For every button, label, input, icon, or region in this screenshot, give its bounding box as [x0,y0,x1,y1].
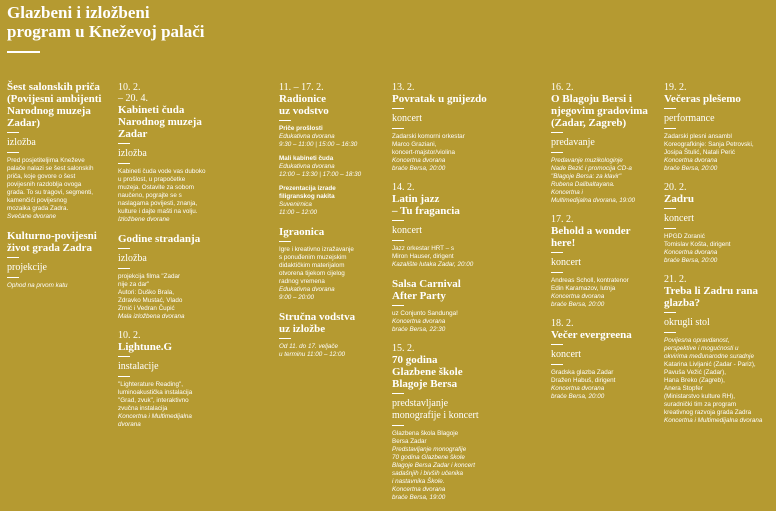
event-description: Od 11. do 17. veljače u terminu 11:00 – 12:00 [279,343,346,358]
event-venue: Koncertna dvorana [392,486,446,493]
event-description: Andreas Scholl, kontratenor Edin Karamazov, lutnja Koncertna dvorana braće Bersa, 20:00 [551,277,657,309]
event-radionice [279,82,383,217]
event-description: Kabineti čuda vode vas duboko u prošlost, u prapočetke muzeja. Ostavite za sobom naučeno, pograjte se s naslagama povijesti, znanja, kulture i dajte mašti na volju. Izložbene dvorane [118,168,224,224]
event-type: koncert [551,257,581,268]
column-4 [392,82,500,511]
event-venue: Svečane dvorane [7,213,57,220]
column-6 [664,82,774,434]
event-kabineti-cuda [118,82,224,224]
divider [551,344,563,345]
event-venue: Koncertna dvorana [664,157,718,164]
divider [664,108,676,109]
event-type: predavanje [551,137,595,148]
event-venue: Koncertna i [551,189,583,196]
event-type: koncert [392,225,422,236]
event-kulturno-povijesni [7,230,113,290]
event-title: Šest salonskih priča (Povijesni ambijenti Narodnog muzeja Zadar) [7,81,102,129]
event-venue: Edukativna dvorana [279,286,335,293]
event-venue: Koncertna dvorana [392,318,446,325]
divider [664,128,676,129]
event-description: uz Conjunto Sandunga! Koncertna dvorana braće Bersa, 22:30 [392,310,500,334]
event-description: Pred posjetiteljima Kneževe palače nalazi se šest salonskih priča, koje govore o šest povijesnih razdoblja ovoga grada. To su tragovi, segmenti, kamenčići povijesnog mozaika grada Zadra. Svečane dvorane [7,157,113,221]
divider [392,305,404,306]
event-type: koncert [664,213,694,224]
event-type: koncert [392,113,422,124]
event-venue: Koncertna dvorana [392,157,446,164]
event-type: instalacije [118,361,159,372]
event-type: izložba [118,148,147,159]
event-strucna-vodstva [279,311,383,359]
event-venue: Koncertna dvorana [551,293,605,300]
divider [664,332,676,333]
event-veceras-plesemo [664,82,774,173]
divider [664,228,676,229]
divider [118,248,130,249]
event-description: Jazz orkestar HRT – s Miron Hauser, dirigent Kazalište lutaka Zadar, 20:00 [392,245,500,269]
event-type: predstavljanje monografije i koncert [392,398,479,421]
event-type: okrugli stol [664,317,710,328]
workshop-item: Prezentacija izrade filigranskog nakita Suvenirnica 11:00 – 12:00 [279,185,336,216]
event-venue: Koncertna i Multimedijalna dvorana [664,417,763,424]
event-igraonica [279,226,383,302]
event-venue: Koncertna dvorana [664,249,718,256]
divider [279,120,291,121]
event-description: Predavanje muzikologinje Nade Bezić i promocija CD-a "Blagoje Bersa: za klavir" Rubena Dalibaltayana. Koncertna i Multimedijalna dvorana, 19:00 [551,157,657,205]
event-date: 20. 2. [664,182,687,193]
divider [279,338,291,339]
divider [551,152,563,153]
event-title: Večeras plešemo [664,93,741,105]
event-date: 21. 2. [664,274,687,285]
event-description: Zadarski komorni orkestar Marco Graziani, koncert-majstor/violina Koncertna dvorana braće Bersa, 20:00 [392,133,500,173]
workshop-item: Mali kabineti čuda Edukativna dvorana 12:00 – 13:30 | 17:00 – 18:30 [279,155,362,178]
event-70-godina [392,343,500,502]
event-vecer-evergreena [551,318,657,401]
event-date: 19. 2. [664,82,687,93]
divider [664,208,676,209]
event-venue: Izložbene dvorane [118,216,170,223]
divider [392,108,404,109]
event-title: Povratak u gnijezdo [392,93,487,105]
event-title: Večer evergreena [551,329,632,341]
event-type: izložba [118,253,147,264]
event-treba-li-zadru [664,274,774,425]
event-description: Glazbena škola Blagoje Bersa Zadar Predstavljanje monografije 70 godina Glazbene škole Blagoje Bersa Zadar i koncert sadašnjih i bivših učenika i nastavnika Škole. Koncertna dvorana braće Bersa, 19:00 [392,430,500,502]
divider [118,143,130,144]
divider [7,277,19,278]
event-date: 10. 2. – 20. 4. [118,82,148,104]
event-venue: Kazalište lutaka Zadar, 20:00 [392,261,474,268]
event-title: 70 godina Glazbene škole Blagoje Bersa [392,354,463,390]
page-title: Glazbeni i izložbeni program u Kneževoj palači [7,3,205,41]
divider [551,272,563,273]
event-type: koncert [551,349,581,360]
event-title: Lightune.G [118,341,173,353]
event-title: Latin jazz – Tu fragancia [392,193,460,217]
event-date: 15. 2. [392,343,415,354]
divider [392,240,404,241]
column-3 [279,82,383,368]
event-date: 16. 2. [551,82,574,93]
event-title: Kulturno-povijesni život grada Zadra [7,230,97,254]
divider [392,128,404,129]
event-title: Stručna vodstva uz izložbe [279,311,356,335]
divider [664,312,676,313]
event-date: 10. 2. [118,330,141,341]
event-title: Radionice uz vodstvo [279,93,329,117]
event-title: Zadru [664,193,694,205]
event-title: Godine stradanja [118,233,201,245]
event-venue: Koncertna dvorana [551,385,605,392]
event-description: Povijesna opravdanost, perspektive i mogućnosti u okvirima međunarodne suradnje Katarina Livljanić (Zadar - Pariz), Pavuša Vežić (Zadar), Hana Breko (Zagreb), Anera Stopfer (Ministarstvo kulture RH), suradnički tim za program kreativnog razvoja grada Zadra Koncertna i Multimedijalna dvorana [664,337,774,425]
event-date: 17. 2. [551,214,574,225]
event-type: projekcije [7,262,47,273]
event-description: projekcija filma "Zadar nije za dar" Autori: Duško Brala, Zdravko Mustać, Vlado Zrnić i Vedran Čupić Mala izložbena dvorana [118,273,224,321]
event-date: 14. 2. [392,182,415,193]
divider [551,132,563,133]
event-description: "Lighterature Reading", luminoakustička instalacija "Grad, zvuk", interaktivno zvučna instalacija Koncertna i Multimedijalna dvorana [118,381,224,429]
column-2 [118,82,224,438]
event-behold-a-wonder [551,214,657,309]
event-date: 18. 2. [551,318,574,329]
event-title: Salsa Carnival After Party [392,278,461,302]
divider [392,393,404,394]
event-date: 11. – 17. 2. [279,82,324,93]
event-type: performance [664,113,715,124]
event-date: 13. 2. [392,82,415,93]
divider [118,268,130,269]
column-1 [7,81,113,299]
divider [7,257,19,258]
event-description: Zadarski plesni ansambl Koreografkinje: Sanja Petrovski, Josipa Štulić, Natali Perić Koncertna dvorana braće Bersa, 20:00 [664,133,774,173]
divider [392,425,404,426]
event-venue: Mala izložbena dvorana [118,313,185,320]
event-title: Igraonica [279,226,325,238]
title-rule [7,51,40,53]
event-title: Treba li Zadru rana glazba? [664,285,759,309]
event-povratak-u-gnijezdo [392,82,500,173]
event-godine-stradanja [118,233,224,321]
divider [7,152,19,153]
workshop-item: Priče prošlosti Edukativna dvorana 9:30 – 11:00 | 15:00 – 16:30 [279,125,358,148]
event-type: izložba [7,137,36,148]
event-latin-jazz [392,182,500,269]
event-venue: Ophod na prvom katu [7,282,68,289]
divider [118,376,130,377]
divider [118,356,130,357]
divider [392,220,404,221]
event-venue: Koncertna i Multimedijalna [118,413,192,420]
divider [551,252,563,253]
event-description: Gradska glazba Zadar Dražen Habuš, dirigent Koncertna dvorana braće Bersa, 20:00 [551,369,657,401]
event-zadru [664,182,774,265]
divider [551,364,563,365]
event-sest-salonskih-prica [7,81,113,221]
event-o-blagoju-bersi [551,82,657,205]
event-title: Kabineti čuda Narodnog muzeja Zadar [118,104,202,140]
event-title: Behold a wonder here! [551,225,631,249]
event-description: Igre i kreativno izražavanje s ponuđenim muzejskim didaktičkim materijalom otvorena tijekom cijelog radnog vremena Edukativna dvorana 9:00 – 20:00 [279,246,383,302]
divider [7,132,19,133]
divider [118,163,130,164]
event-lightune [118,330,224,429]
event-description: HPGD Zoranić Tomislav Košta, dirigent Koncertna dvorana braće Bersa, 20:00 [664,233,774,265]
event-title: O Blagoju Bersi i njegovim gradovima (Zadar, Zagreb) [551,93,648,129]
column-5 [551,82,657,410]
divider [279,241,291,242]
event-salsa-carnival [392,278,500,334]
